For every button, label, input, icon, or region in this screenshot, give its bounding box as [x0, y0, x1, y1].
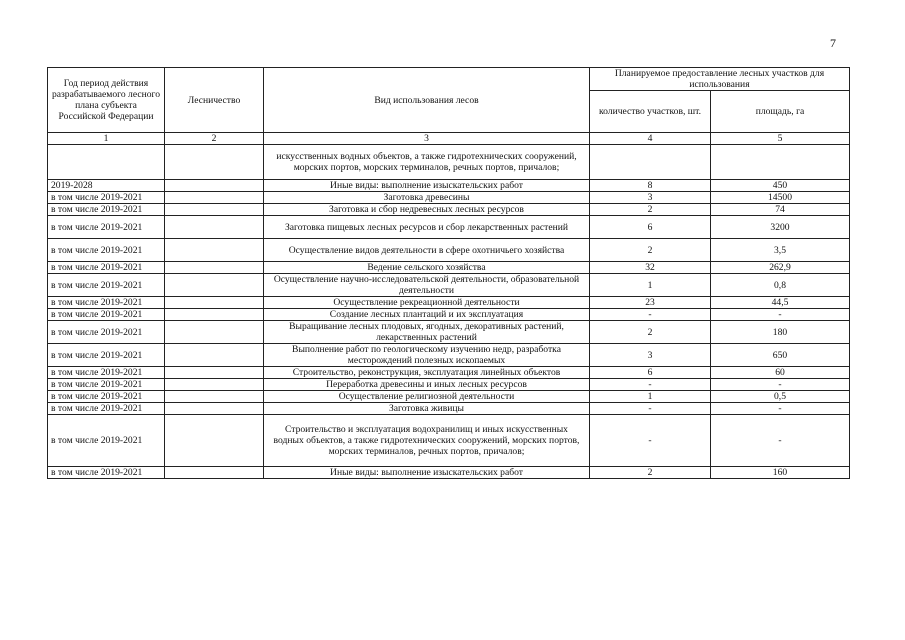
table-row [48, 467, 850, 479]
forest-use-table [47, 67, 850, 479]
area-cell [711, 145, 850, 180]
column-number: 4 [590, 133, 711, 145]
period-cell: в том числе 2019-2021 [48, 239, 165, 262]
forestry-cell [165, 145, 264, 180]
table-row [48, 262, 850, 274]
forestry-cell [165, 415, 264, 467]
count-cell: 32 [590, 262, 711, 274]
table-row [48, 180, 850, 192]
forestry-cell [165, 274, 264, 297]
column-number: 2 [165, 133, 264, 145]
use-type-cell: Строительство, реконструкция, эксплуатация линейных объектов [264, 367, 590, 379]
period-cell: в том числе 2019-2021 [48, 367, 165, 379]
forestry-cell [165, 344, 264, 367]
table-row [48, 192, 850, 204]
use-type-cell: Иные виды: выполнение изыскательских работ [264, 180, 590, 192]
table-row [48, 216, 850, 239]
forestry-cell [165, 180, 264, 192]
header-count: количество участков, шт. [590, 91, 711, 133]
count-cell: - [590, 403, 711, 415]
use-type-cell: Переработка древесины и иных лесных ресурсов [264, 379, 590, 391]
use-type-cell: Заготовка и сбор недревесных лесных ресурсов [264, 204, 590, 216]
period-cell: в том числе 2019-2021 [48, 391, 165, 403]
count-cell: 2 [590, 239, 711, 262]
count-cell: 2 [590, 321, 711, 344]
use-type-cell: Ведение сельского хозяйства [264, 262, 590, 274]
period-cell: в том числе 2019-2021 [48, 297, 165, 309]
forestry-cell [165, 403, 264, 415]
count-cell: 1 [590, 274, 711, 297]
forestry-cell [165, 391, 264, 403]
header-planned: Планируемое предоставление лесных участков для использования [590, 68, 850, 91]
period-cell: в том числе 2019-2021 [48, 262, 165, 274]
count-cell: 6 [590, 216, 711, 239]
table-row [48, 415, 850, 467]
forestry-cell [165, 239, 264, 262]
count-cell: 2 [590, 204, 711, 216]
area-cell: 450 [711, 180, 850, 192]
area-cell: 3,5 [711, 239, 850, 262]
table-row [48, 274, 850, 297]
period-cell [48, 145, 165, 180]
header-period: Год период действия разрабатываемого лесного плана субъекта Российской Федерации [48, 68, 165, 133]
count-cell: 1 [590, 391, 711, 403]
column-number: 1 [48, 133, 165, 145]
forestry-cell [165, 192, 264, 204]
period-cell: в том числе 2019-2021 [48, 344, 165, 367]
period-cell: в том числе 2019-2021 [48, 192, 165, 204]
table-row [48, 321, 850, 344]
area-cell: 0,8 [711, 274, 850, 297]
use-type-cell: Осуществление видов деятельности в сфере охотничьего хозяйства [264, 239, 590, 262]
header-forestry: Лесничество [165, 68, 264, 133]
area-cell: - [711, 379, 850, 391]
forestry-cell [165, 321, 264, 344]
page-number: 7 [830, 36, 836, 50]
use-type-cell: Строительство и эксплуатация водохранилищ и иных искусственных водных объектов, а также гидротехнических сооружений, морских портов, морских терминалов, речных портов, причалов; [264, 415, 590, 467]
table-row [48, 344, 850, 367]
count-cell: 8 [590, 180, 711, 192]
period-cell: 2019-2028 [48, 180, 165, 192]
table-row [48, 297, 850, 309]
count-cell: 23 [590, 297, 711, 309]
use-type-cell: Заготовка живицы [264, 403, 590, 415]
count-cell: - [590, 379, 711, 391]
count-cell: 3 [590, 344, 711, 367]
area-cell: - [711, 415, 850, 467]
count-cell [590, 145, 711, 180]
use-type-cell: Иные виды: выполнение изыскательских работ [264, 467, 590, 479]
forestry-cell [165, 309, 264, 321]
forestry-cell [165, 216, 264, 239]
period-cell: в том числе 2019-2021 [48, 216, 165, 239]
table-row [48, 391, 850, 403]
area-cell: 14500 [711, 192, 850, 204]
table-row [48, 403, 850, 415]
area-cell: 0,5 [711, 391, 850, 403]
area-cell: - [711, 309, 850, 321]
period-cell: в том числе 2019-2021 [48, 274, 165, 297]
count-cell: 6 [590, 367, 711, 379]
column-number: 3 [264, 133, 590, 145]
table-row [48, 379, 850, 391]
period-cell: в том числе 2019-2021 [48, 379, 165, 391]
period-cell: в том числе 2019-2021 [48, 321, 165, 344]
area-cell: 262,9 [711, 262, 850, 274]
area-cell: 180 [711, 321, 850, 344]
use-type-cell: Заготовка древесины [264, 192, 590, 204]
period-cell: в том числе 2019-2021 [48, 403, 165, 415]
table-row [48, 367, 850, 379]
count-cell: - [590, 415, 711, 467]
use-type-cell: Создание лесных плантаций и их эксплуатация [264, 309, 590, 321]
use-type-cell: Выращивание лесных плодовых, ягодных, декоративных растений, лекарственных растений [264, 321, 590, 344]
area-cell: 60 [711, 367, 850, 379]
table-row [48, 309, 850, 321]
area-cell: - [711, 403, 850, 415]
area-cell: 650 [711, 344, 850, 367]
use-type-cell: Осуществление религиозной деятельности [264, 391, 590, 403]
use-type-cell: Осуществление рекреационной деятельности [264, 297, 590, 309]
column-number: 5 [711, 133, 850, 145]
table-body [48, 145, 850, 479]
period-cell: в том числе 2019-2021 [48, 309, 165, 321]
count-cell: 2 [590, 467, 711, 479]
forestry-cell [165, 379, 264, 391]
forestry-cell [165, 467, 264, 479]
count-cell: 3 [590, 192, 711, 204]
table-row [48, 239, 850, 262]
use-type-cell: Осуществление научно-исследовательской деятельности, образовательной деятельности [264, 274, 590, 297]
area-cell: 44,5 [711, 297, 850, 309]
period-cell: в том числе 2019-2021 [48, 415, 165, 467]
forestry-cell [165, 204, 264, 216]
period-cell: в том числе 2019-2021 [48, 467, 165, 479]
area-cell: 3200 [711, 216, 850, 239]
count-cell: - [590, 309, 711, 321]
use-type-cell: Заготовка пищевых лесных ресурсов и сбор лекарственных растений [264, 216, 590, 239]
table-row [48, 204, 850, 216]
use-type-cell: искусственных водных объектов, а также гидротехнических сооружений, морских портов, морских терминалов, речных портов, причалов; [264, 145, 590, 180]
forestry-cell [165, 297, 264, 309]
use-type-cell: Выполнение работ по геологическому изучению недр, разработка месторождений полезных ископаемых [264, 344, 590, 367]
period-cell: в том числе 2019-2021 [48, 204, 165, 216]
forestry-cell [165, 262, 264, 274]
area-cell: 160 [711, 467, 850, 479]
table-row [48, 145, 850, 180]
forestry-cell [165, 367, 264, 379]
header-area: площадь, га [711, 91, 850, 133]
area-cell: 74 [711, 204, 850, 216]
header-use-type: Вид использования лесов [264, 68, 590, 133]
